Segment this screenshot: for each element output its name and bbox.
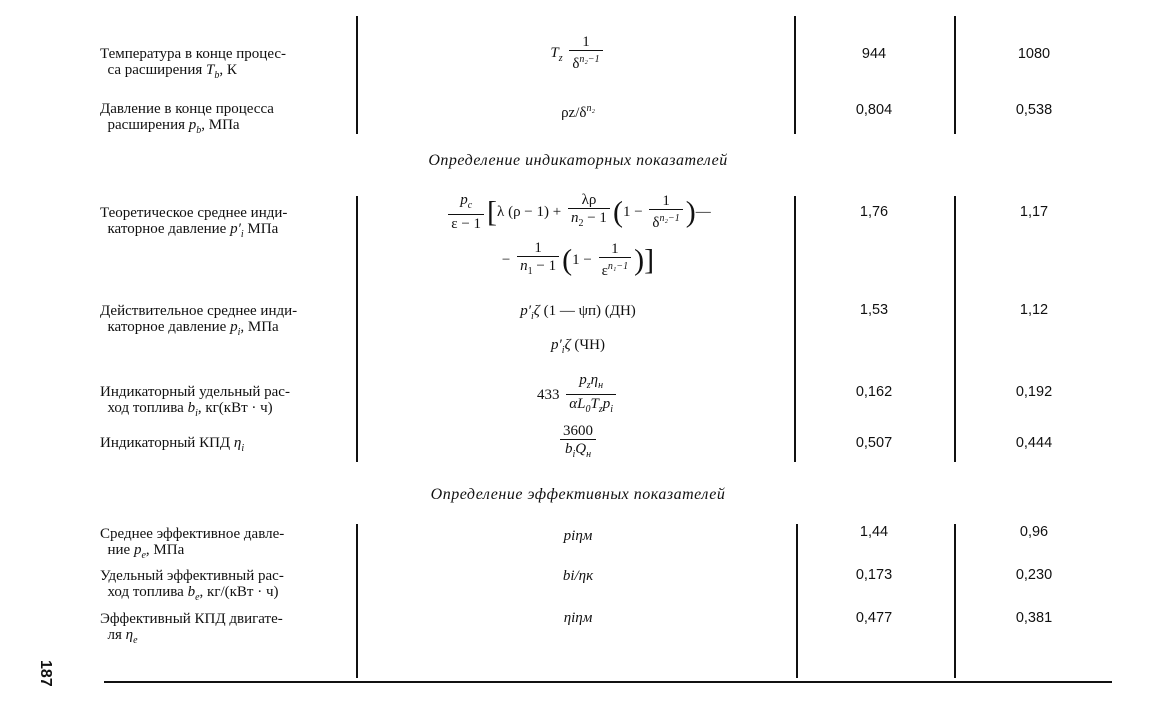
row-label: Давление в конце процесса расширения $p_b$, МПа	[100, 101, 274, 136]
value-cell: 944	[861, 46, 887, 62]
table-rule-v	[954, 16, 956, 134]
table-rule-v	[794, 196, 796, 462]
value-cell: 1,76	[859, 204, 889, 220]
table-bottom-rule	[104, 681, 1112, 683]
value-cell: 1,44	[859, 524, 889, 540]
formula: $p'_i\zeta$ (ЧН)	[551, 337, 605, 356]
formula: $\frac{p_c}{\varepsilon - 1}$ [λ (ρ − 1) + $\frac{\lambda\rho}{n_2 - 1}$ (1 − $\frac{1}{\delta^{n_2-1}}$ )—	[362, 192, 794, 233]
row-label: Индикаторный КПД $\eta_i$	[100, 435, 245, 454]
table-rule-v	[356, 16, 358, 134]
table-rule-v	[356, 524, 358, 678]
row-label: Среднее эффективное давле- ние $p_e$, МПа	[100, 526, 285, 561]
table-rule-v	[794, 16, 796, 134]
value-cell: 1,53	[859, 302, 889, 318]
value-cell: 0,804	[855, 102, 893, 118]
formula: $\frac{3600}{b_iQ_н}$	[362, 423, 794, 464]
value-cell: 1080	[1017, 46, 1051, 62]
value-cell: 0,381	[1015, 610, 1053, 626]
row-label: Эффективный КПД двигате- ля $\eta_e$	[100, 611, 283, 646]
value-cell: 0,173	[855, 567, 893, 583]
row-label: Действительное среднее инди- каторное давление $p_i$, МПа	[100, 303, 298, 338]
formula: ηiηм	[563, 610, 593, 626]
formula: 433 $\frac{p_z\eta_н}{\alpha L_0T_zp_i}$	[362, 372, 794, 419]
value-cell: 1,12	[1019, 302, 1049, 318]
section-title: Определение индикаторных показателей	[428, 152, 728, 169]
table-rule-v	[954, 524, 956, 678]
formula: $T_z$ $\frac{1}{\delta^{n_2-1}}$	[362, 34, 794, 73]
section-title: Определение эффективных показателей	[430, 486, 726, 503]
value-cell: 0,162	[855, 384, 893, 400]
table-rule-v	[954, 196, 956, 462]
table-rule-v	[356, 196, 358, 462]
value-cell: 0,507	[855, 435, 893, 451]
table-rule-v	[796, 524, 798, 678]
formula: $p'_i\zeta$ (1 — ψп) (ДН)	[520, 303, 636, 322]
row-label: Теоретическое среднее инди- каторное давление $p'_i$ МПа	[100, 205, 288, 240]
formula: bi/ηк	[562, 568, 594, 584]
row-label: Температура в конце процес- са расширения $T_b$, К	[100, 46, 287, 81]
value-cell: 0,538	[1015, 102, 1053, 118]
value-cell: 0,192	[1015, 384, 1053, 400]
value-cell: 0,477	[855, 610, 893, 626]
formula: $\rho z/\delta^{n_2}$	[561, 103, 595, 121]
page-number: 187	[37, 660, 54, 687]
value-cell: 0,444	[1015, 435, 1053, 451]
value-cell: 0,230	[1015, 567, 1053, 583]
value-cell: 1,17	[1019, 204, 1049, 220]
row-label: Индикаторный удельный рас- ход топлива $b_i$, кг(кВт · ч)	[100, 384, 290, 419]
formula-continued: − $\frac{1}{n_1 - 1}$ (1 − $\frac{1}{\varepsilon^{n_1-1}}$ )]	[501, 240, 655, 279]
formula: piηм	[563, 528, 593, 544]
row-label: Удельный эффективный рас- ход топлива $b_e$, кг/(кВт · ч)	[100, 568, 284, 603]
value-cell: 0,96	[1019, 524, 1049, 540]
